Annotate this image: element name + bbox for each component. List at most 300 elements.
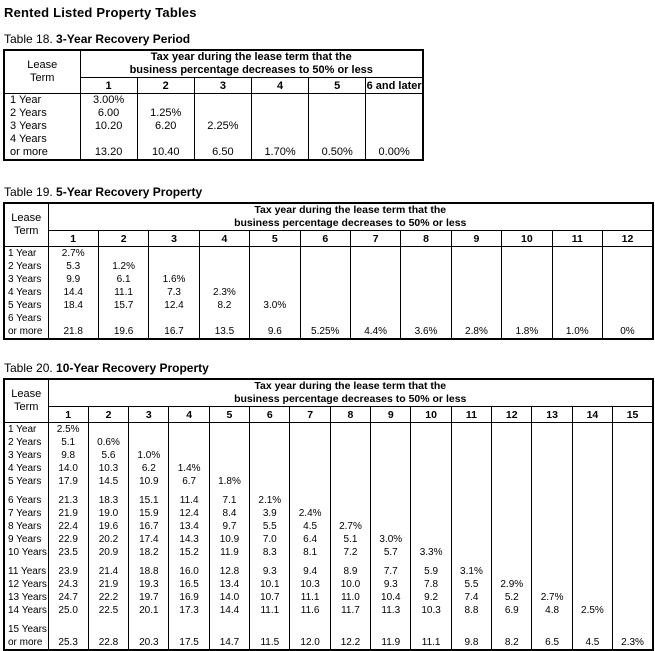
lease-term-header-line: Lease xyxy=(11,388,42,400)
value-cell xyxy=(309,133,365,146)
lease-term-labels xyxy=(4,247,48,340)
value-cell xyxy=(613,494,652,507)
value-column xyxy=(330,423,370,651)
value-cell xyxy=(492,533,531,546)
value-cell: 23.9 xyxy=(58,566,78,577)
value-cell xyxy=(401,247,450,260)
value-cell: 15.7 xyxy=(113,300,134,311)
value-cell: 10.0 xyxy=(340,579,361,590)
value-cell xyxy=(492,462,531,475)
column-number-header: 11 xyxy=(552,231,602,247)
value-cell: 11.5 xyxy=(260,637,280,648)
value-cell xyxy=(613,591,652,604)
row-label: 4 Years xyxy=(10,133,47,145)
value-cell xyxy=(502,299,551,312)
value-cell xyxy=(99,247,148,260)
value-cell: 7.2 xyxy=(343,547,358,558)
value-cell xyxy=(371,507,410,520)
value-cell: 20.9 xyxy=(98,547,119,558)
column-number-header: 4 xyxy=(199,231,249,247)
value-cell xyxy=(210,423,249,436)
column-number-header: 4 xyxy=(169,407,209,423)
value-cell xyxy=(250,462,289,475)
value-cell xyxy=(169,423,208,436)
value-cell: 10.1 xyxy=(260,579,280,590)
value-cell: 17.3 xyxy=(179,605,199,616)
value-cell: 21.4 xyxy=(98,566,119,577)
column-number-header: 13 xyxy=(532,407,572,423)
column-number-header: 6 xyxy=(250,407,290,423)
value-cell xyxy=(452,260,501,273)
value-cell xyxy=(492,623,531,636)
value-cell: 11.7 xyxy=(341,605,360,616)
value-cell: 16.5 xyxy=(179,579,199,590)
value-cell: 2.7% xyxy=(540,592,564,603)
value-cell xyxy=(452,312,501,325)
value-cell xyxy=(532,578,571,591)
value-cell xyxy=(573,578,612,591)
row-label: 3 Years xyxy=(8,450,42,461)
header-row-top xyxy=(4,50,423,78)
value-cell xyxy=(195,133,251,146)
row-label: 4 Years xyxy=(8,287,42,298)
table-19-caption xyxy=(4,185,655,199)
value-cell xyxy=(573,520,612,533)
row-label: 12 Years xyxy=(8,579,47,590)
value-cell: 7.7 xyxy=(383,566,398,577)
value-cell xyxy=(452,520,491,533)
column-number-header: 2 xyxy=(137,78,194,94)
value-column xyxy=(48,423,88,651)
row-label: 11 Years xyxy=(8,566,47,577)
column-number-header: 10 xyxy=(502,231,552,247)
value-cell xyxy=(452,423,491,436)
value-cell xyxy=(613,507,652,520)
value-cell xyxy=(613,604,652,617)
value-cell xyxy=(613,623,652,636)
value-cell: 11.6 xyxy=(300,605,320,616)
value-cell: 15.1 xyxy=(139,495,159,506)
value-cell: 21.9 xyxy=(98,579,119,590)
value-cell: 23.5 xyxy=(58,547,78,558)
value-cell: 11.9 xyxy=(220,547,239,558)
value-cell xyxy=(401,260,450,273)
value-cell xyxy=(250,436,289,449)
value-cell xyxy=(573,449,612,462)
value-cell xyxy=(573,423,612,436)
column-number-header: 1 xyxy=(48,407,88,423)
value-cell: 22.4 xyxy=(58,521,78,532)
value-cell: 14.4 xyxy=(219,605,240,616)
value-cell xyxy=(492,436,531,449)
value-cell xyxy=(331,475,370,488)
value-cell: 5.6 xyxy=(101,450,116,461)
value-cell xyxy=(613,436,652,449)
value-cell: 13.20 xyxy=(94,146,123,158)
value-cell xyxy=(452,475,491,488)
value-cell: 5.3 xyxy=(66,261,81,272)
value-cell xyxy=(290,475,329,488)
value-cell xyxy=(331,423,370,436)
value-cell: 3.9 xyxy=(262,508,277,519)
value-cell: 9.3 xyxy=(383,579,398,590)
value-cell xyxy=(371,449,410,462)
value-cell xyxy=(452,546,491,559)
value-cell xyxy=(309,107,365,120)
row-label: 15 Years xyxy=(8,624,47,635)
value-cell xyxy=(371,623,410,636)
value-cell xyxy=(411,507,450,520)
value-cell xyxy=(290,623,329,636)
value-column xyxy=(209,423,249,651)
value-cell: 14.4 xyxy=(63,287,83,298)
value-cell xyxy=(573,591,612,604)
span-header-line: Tax year during the lease term that the xyxy=(254,204,447,216)
value-cell: 14.3 xyxy=(179,534,199,545)
column-number-header: 10 xyxy=(411,407,451,423)
column-number-header: 14 xyxy=(572,407,612,423)
value-cell: 21.8 xyxy=(63,326,83,337)
table-20-caption-prefix: Table 20. xyxy=(4,361,57,375)
table-body xyxy=(4,423,653,651)
column-number-header: 4 xyxy=(251,78,308,94)
value-cell: 2.3% xyxy=(213,287,236,298)
value-cell xyxy=(138,133,194,146)
value-cell xyxy=(613,578,652,591)
tax-year-span-header xyxy=(48,203,653,231)
value-cell xyxy=(371,423,410,436)
value-cell xyxy=(200,247,249,260)
table-19-caption-prefix: Table 19. xyxy=(4,185,57,199)
span-header-line: Tax year during the lease term that the xyxy=(254,380,447,392)
value-cell xyxy=(532,623,571,636)
value-cell xyxy=(331,623,370,636)
value-cell: 1.8% xyxy=(218,476,241,487)
value-cell xyxy=(573,507,612,520)
value-cell xyxy=(49,312,98,325)
value-cell xyxy=(613,533,652,546)
value-cell: 18.3 xyxy=(98,495,119,506)
value-cell: 9.2 xyxy=(424,592,439,603)
value-cell: 6.7 xyxy=(182,476,197,487)
value-cell xyxy=(331,449,370,462)
value-cell xyxy=(250,623,289,636)
value-cell xyxy=(351,312,400,325)
body-row xyxy=(4,423,653,651)
value-column xyxy=(350,247,400,340)
row-label: 1 Year xyxy=(8,248,37,259)
value-cell xyxy=(553,260,602,273)
value-cell xyxy=(452,623,491,636)
value-cell: 3.0% xyxy=(379,534,403,545)
value-cell xyxy=(532,449,571,462)
column-number-header: 3 xyxy=(194,78,251,94)
tax-year-span-header xyxy=(80,50,423,78)
body-row xyxy=(4,94,423,161)
value-cell: 15.2 xyxy=(179,547,199,558)
value-cell: 7.0 xyxy=(262,534,277,545)
value-cell xyxy=(573,475,612,488)
value-cell xyxy=(411,436,450,449)
value-cell xyxy=(250,475,289,488)
value-cell xyxy=(553,286,602,299)
value-cell: 7.8 xyxy=(424,579,439,590)
value-cell: 10.3 xyxy=(98,463,119,474)
value-column xyxy=(532,423,572,651)
value-cell: 4.4% xyxy=(364,326,388,337)
value-column xyxy=(194,94,251,161)
table-body xyxy=(4,247,653,340)
value-cell xyxy=(492,475,531,488)
value-cell: 2.9% xyxy=(500,579,524,590)
value-cell: 0.50% xyxy=(321,146,353,158)
value-cell xyxy=(290,462,329,475)
value-cell xyxy=(603,247,652,260)
value-cell xyxy=(252,133,308,146)
value-cell: 20.3 xyxy=(139,637,159,648)
value-cell xyxy=(492,520,531,533)
value-cell xyxy=(411,520,450,533)
value-cell xyxy=(290,494,329,507)
column-number-header: 12 xyxy=(602,231,653,247)
value-column xyxy=(366,94,423,161)
table-19-caption-title: 5-Year Recovery Property xyxy=(56,185,203,199)
value-column xyxy=(88,423,128,651)
value-cell xyxy=(532,462,571,475)
value-cell xyxy=(452,273,501,286)
value-column xyxy=(129,423,169,651)
column-number-header: 11 xyxy=(451,407,491,423)
value-cell: 16.7 xyxy=(139,521,159,532)
value-cell: 11.1 xyxy=(421,637,441,648)
value-cell xyxy=(129,436,168,449)
value-cell: 10.3 xyxy=(300,579,320,590)
value-cell xyxy=(492,507,531,520)
value-cell xyxy=(411,462,450,475)
value-cell xyxy=(532,546,571,559)
value-column xyxy=(552,247,602,340)
value-cell: 17.9 xyxy=(58,476,78,487)
value-cell: 7.1 xyxy=(222,495,237,506)
value-cell xyxy=(603,286,652,299)
value-cell: 8.1 xyxy=(303,547,318,558)
value-cell: 12.4 xyxy=(164,300,184,311)
value-cell xyxy=(351,260,400,273)
lease-term-header-line: Term xyxy=(30,72,55,84)
value-cell: 24.3 xyxy=(58,579,78,590)
value-cell xyxy=(252,120,308,133)
value-cell: 3.6% xyxy=(414,326,438,337)
value-cell: 10.9 xyxy=(139,476,159,487)
value-cell: 17.4 xyxy=(139,534,159,545)
value-cell xyxy=(452,299,501,312)
value-cell: 10.9 xyxy=(219,534,240,545)
value-cell: 9.4 xyxy=(303,566,318,577)
value-column xyxy=(149,247,199,340)
value-cell xyxy=(371,436,410,449)
tax-year-span-header xyxy=(48,379,653,407)
row-label: 2 Years xyxy=(8,437,42,448)
value-column xyxy=(371,423,411,651)
value-cell: 5.9 xyxy=(424,566,439,577)
value-cell xyxy=(603,273,652,286)
value-cell xyxy=(613,449,652,462)
value-column xyxy=(451,423,491,651)
span-header-line: business percentage decreases to 50% or less xyxy=(129,64,373,76)
value-cell: 25.3 xyxy=(58,637,78,648)
value-cell: 2.5% xyxy=(56,424,80,435)
value-cell xyxy=(89,423,128,436)
value-cell: 13.4 xyxy=(219,579,240,590)
value-cell: 15.9 xyxy=(139,508,159,519)
value-cell: 4.5 xyxy=(303,521,318,532)
value-cell xyxy=(252,107,308,120)
value-cell xyxy=(613,462,652,475)
value-cell xyxy=(553,299,602,312)
value-cell: 6.20 xyxy=(155,120,177,132)
value-cell xyxy=(250,312,299,325)
value-cell xyxy=(553,273,602,286)
value-column xyxy=(250,247,300,340)
value-cell xyxy=(331,494,370,507)
value-cell: 1.0% xyxy=(565,326,589,337)
value-cell: 5.2 xyxy=(504,592,519,603)
column-number-header: 8 xyxy=(401,231,451,247)
row-label: or more xyxy=(8,326,43,337)
value-cell: 1.6% xyxy=(162,274,186,285)
value-cell: 1.4% xyxy=(177,463,201,474)
value-cell xyxy=(200,273,249,286)
value-cell: 3.00% xyxy=(92,94,125,106)
value-cell xyxy=(532,423,571,436)
value-cell: 9.9 xyxy=(66,274,81,285)
value-cell xyxy=(129,623,168,636)
value-cell xyxy=(169,623,208,636)
row-label: 13 Years xyxy=(8,592,47,603)
value-cell: 12.0 xyxy=(300,637,320,648)
value-cell: 2.5% xyxy=(581,605,604,616)
value-cell: 16.0 xyxy=(179,566,199,577)
value-cell: 7.3 xyxy=(167,287,181,298)
value-cell xyxy=(532,507,571,520)
value-cell: 2.7% xyxy=(61,248,85,259)
value-cell: 9.6 xyxy=(267,326,282,337)
value-cell xyxy=(301,247,350,260)
value-column xyxy=(169,423,209,651)
value-cell: 19.0 xyxy=(98,508,119,519)
column-number-header: 12 xyxy=(492,407,532,423)
column-number-header: 7 xyxy=(350,231,400,247)
column-number-header: 8 xyxy=(330,407,370,423)
value-cell: 1.2% xyxy=(112,261,135,272)
value-cell xyxy=(452,436,491,449)
value-column xyxy=(451,247,501,340)
value-cell: 17.5 xyxy=(179,637,199,648)
value-cell xyxy=(492,546,531,559)
value-cell: 18.4 xyxy=(63,300,83,311)
lease-term-header-line: Lease xyxy=(27,59,58,71)
value-cell: 5.25% xyxy=(311,326,340,337)
value-cell xyxy=(210,436,249,449)
recovery-table xyxy=(3,49,424,161)
column-number-header: 9 xyxy=(371,407,411,423)
value-cell xyxy=(452,494,491,507)
value-cell xyxy=(250,286,299,299)
body-row xyxy=(4,247,653,340)
value-cell xyxy=(149,247,198,260)
row-label: 5 Years xyxy=(8,476,42,487)
value-cell xyxy=(573,623,612,636)
value-column xyxy=(199,247,249,340)
value-cell xyxy=(411,623,450,636)
value-cell: 2.7% xyxy=(339,521,362,532)
span-header-line: business percentage decreases to 50% or less xyxy=(234,393,467,405)
value-cell xyxy=(452,286,501,299)
row-label: 2 Years xyxy=(8,261,42,272)
value-cell: 11.1 xyxy=(260,605,280,616)
value-cell: 25.0 xyxy=(58,605,78,616)
value-cell xyxy=(309,94,365,107)
header-row-top xyxy=(4,203,653,231)
table-20-caption-title: 10-Year Recovery Property xyxy=(56,361,209,375)
value-cell xyxy=(452,247,501,260)
value-cell: 2.4% xyxy=(298,508,322,519)
value-cell: 16.9 xyxy=(179,592,199,603)
value-cell: 20.2 xyxy=(98,534,119,545)
value-cell: 2.3% xyxy=(621,637,644,648)
value-cell xyxy=(149,260,198,273)
value-cell: 19.7 xyxy=(139,592,159,603)
value-cell xyxy=(129,423,168,436)
value-cell: 16.7 xyxy=(164,326,184,337)
value-cell xyxy=(301,286,350,299)
lease-term-header-line: Term xyxy=(14,401,39,413)
lease-term-header xyxy=(4,50,80,94)
value-cell xyxy=(502,247,551,260)
value-cell xyxy=(492,565,531,578)
value-cell: 22.2 xyxy=(98,592,119,603)
value-cell: 19.3 xyxy=(139,579,159,590)
value-cell: 12.4 xyxy=(179,508,199,519)
value-cell xyxy=(250,247,299,260)
value-cell xyxy=(452,507,491,520)
row-label: 6 Years xyxy=(8,313,42,324)
value-cell xyxy=(252,94,308,107)
value-cell: 10.4 xyxy=(381,592,401,603)
value-cell xyxy=(290,449,329,462)
value-cell: 2.1% xyxy=(258,495,282,506)
value-cell xyxy=(613,423,652,436)
value-cell: 11.1 xyxy=(300,592,320,603)
value-cell: 11.0 xyxy=(341,592,360,603)
value-cell: 1.70% xyxy=(264,146,296,158)
value-cell xyxy=(532,475,571,488)
value-cell: 10.3 xyxy=(421,605,441,616)
column-number-header: 7 xyxy=(290,407,330,423)
value-cell: 6.50 xyxy=(212,146,234,158)
value-cell: 5.1 xyxy=(61,437,76,448)
table-18-caption-prefix: Table 18. xyxy=(4,32,57,46)
lease-term-header-line: Term xyxy=(14,225,39,237)
value-cell: 0.6% xyxy=(97,437,120,448)
value-cell: 10.40 xyxy=(151,146,180,158)
column-number-header: 3 xyxy=(129,407,169,423)
value-cell xyxy=(195,94,251,107)
value-cell: 6.4 xyxy=(303,534,318,545)
value-cell xyxy=(301,273,350,286)
value-cell: 22.5 xyxy=(98,605,119,616)
value-cell: 24.7 xyxy=(58,592,78,603)
